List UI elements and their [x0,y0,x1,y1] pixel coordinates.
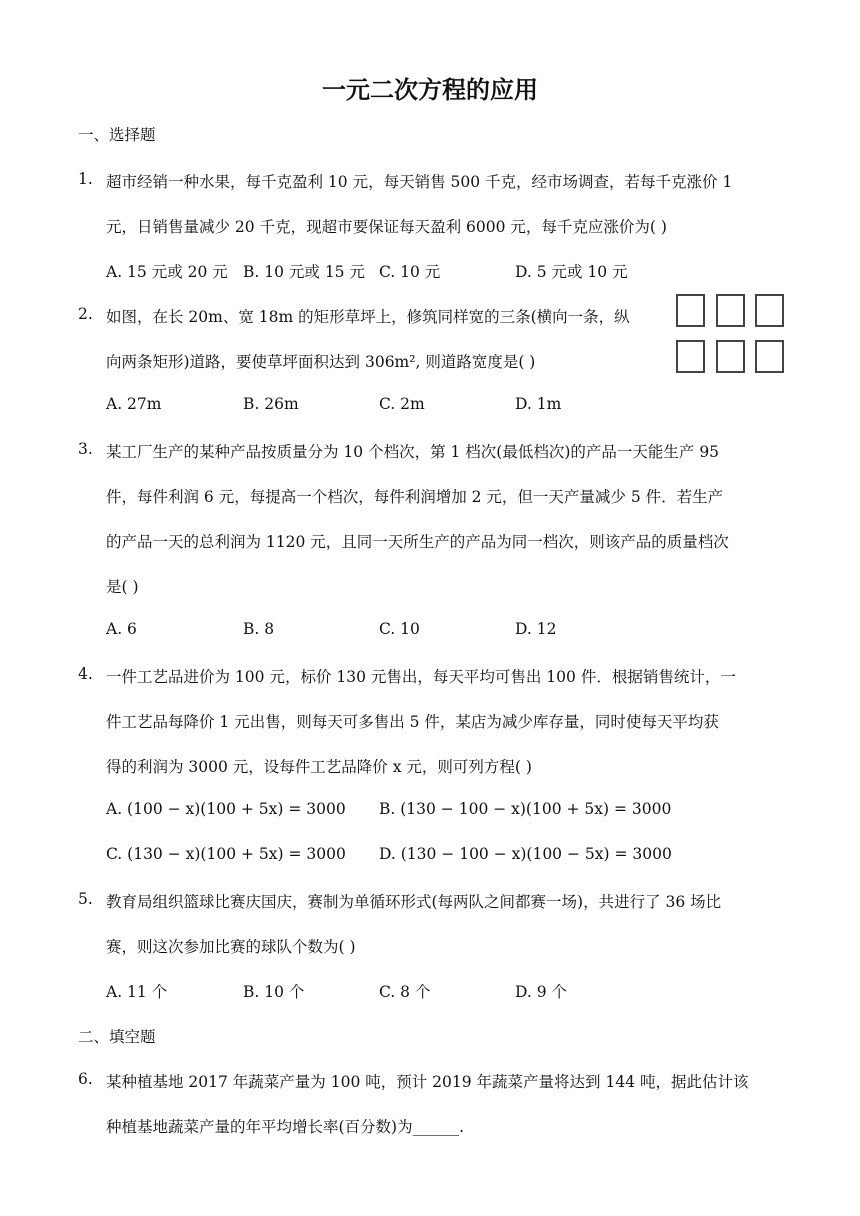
question-1-line-1: 超市经销一种水果，每千克盈利 10 元，每天销售 500 千克，经市场调查，若每千克涨价 1 [106,173,733,191]
page-title: 一元二次方程的应用 [322,76,538,104]
section-heading-choice: 一、选择题 [78,126,156,144]
question-1-option-b: B. 10 元或 15 元 [243,263,365,281]
lawn-plot [716,294,745,327]
question-number: 5. [78,890,93,908]
question-5-line-1: 教育局组织篮球比赛庆国庆，赛制为单循环形式(每两队之间都赛一场)，共进行了 36 场比 [106,893,722,911]
question-3-line-2: 件，每件利润 6 元，每提高一个档次，每件利润增加 2 元，但一天产量减少 5 件．若生产 [106,488,724,506]
question-2-option-b: B. 26m [243,395,299,413]
question-4-line-1: 一件工艺品进价为 100 元，标价 130 元售出，每天平均可售出 100 件．根据销售统计，一 [106,668,736,686]
question-4-option-b: B. (130 − 100 − x)(100 + 5x) = 3000 [379,800,672,818]
lawn-plot [676,294,705,327]
question-2-option-c: C. 2m [379,395,425,413]
section-heading-fill: 二、填空题 [78,1028,156,1046]
question-3-option-b: B. 8 [243,620,275,638]
question-1-option-a: A. 15 元或 20 元 [106,263,228,281]
lawn-plot [716,340,745,373]
question-3-option-c: C. 10 [379,620,420,638]
lawn-plot [676,340,705,373]
question-number: 4. [78,665,93,683]
question-4-option-d: D. (130 − 100 − x)(100 − 5x) = 3000 [379,845,672,863]
question-4-line-3: 得的利润为 3000 元，设每件工艺品降价 x 元，则可列方程( ) [106,758,532,776]
question-3-line-1: 某工厂生产的某种产品按质量分为 10 个档次，第 1 档次(最低档次)的产品一天能生产 95 [106,443,720,461]
question-3-line-4: 是( ) [106,578,139,596]
question-6-line-1: 某种植基地 2017 年蔬菜产量为 100 吨，预计 2019 年蔬菜产量将达到 144 吨，据此估计该 [106,1073,749,1091]
lawn-plot [755,294,784,327]
question-4-option-a: A. (100 − x)(100 + 5x) = 3000 [106,800,346,818]
question-1-option-c: C. 10 元 [379,263,441,281]
question-5-option-d: D. 9 个 [515,983,568,1001]
lawn-roads-figure [676,294,788,378]
question-number: 6. [78,1070,93,1088]
question-1-option-d: D. 5 元或 10 元 [515,263,628,281]
question-number: 1. [78,170,93,188]
question-3-option-d: D. 12 [515,620,557,638]
question-2-option-a: A. 27m [106,395,162,413]
question-6-line-2: 种植基地蔬菜产量的年平均增长率(百分数)为______. [106,1118,465,1136]
question-5-option-c: C. 8 个 [379,983,431,1001]
question-5-option-a: A. 11 个 [106,983,168,1001]
question-number: 3. [78,440,93,458]
question-2-line-2: 向两条矩形)道路，要使草坪面积达到 306m², 则道路宽度是( ) [106,353,536,371]
question-1-line-2: 元，日销售量减少 20 千克，现超市要保证每天盈利 6000 元，每千克应涨价为( ) [106,218,667,236]
question-2-option-d: D. 1m [515,395,562,413]
question-5-option-b: B. 10 个 [243,983,305,1001]
question-number: 2. [78,305,93,323]
question-4-line-2: 件工艺品每降价 1 元出售，则每天可多售出 5 件，某店为减少库存量，同时使每天平均获 [106,713,719,731]
question-3-option-a: A. 6 [106,620,137,638]
question-5-line-2: 赛，则这次参加比赛的球队个数为( ) [106,938,356,956]
lawn-plot [755,340,784,373]
question-3-line-3: 的产品一天的总利润为 1120 元，且同一天所生产的产品为同一档次，则该产品的质量档次 [106,533,729,551]
question-4-option-c: C. (130 − x)(100 + 5x) = 3000 [106,845,346,863]
question-2-line-1: 如图，在长 20m、宽 18m 的矩形草坪上，修筑同样宽的三条(横向一条，纵 [106,308,630,326]
